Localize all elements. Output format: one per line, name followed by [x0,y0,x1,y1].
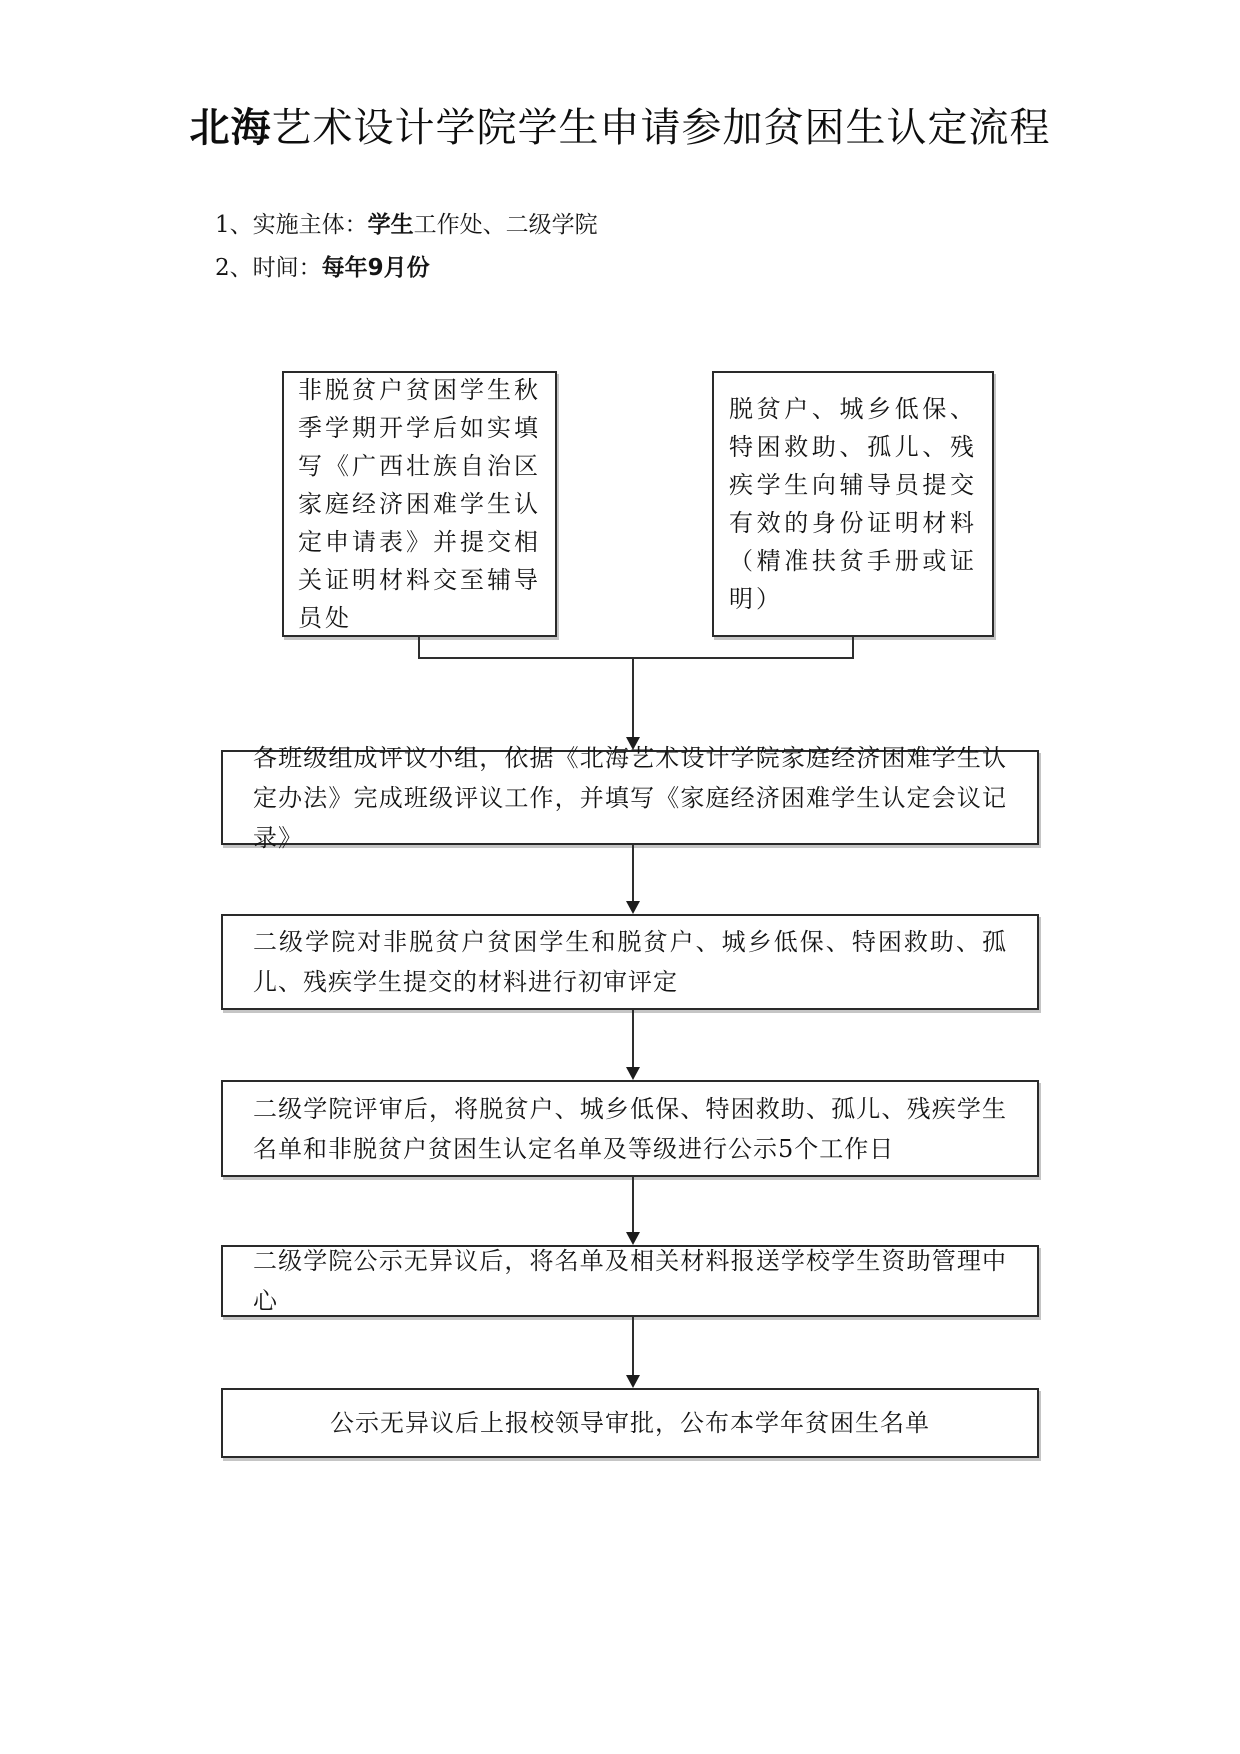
note-prefix: 2、时间： [215,255,322,281]
flow-box-text: 非脱贫户贫困学生秋季学期开学后如实填写《广西壮族自治区家庭经济困难学生认定申请表》并提交相关证明材料交至辅导员处 [298,376,541,632]
page-title [0,100,1240,156]
arrow-head-icon [626,901,640,914]
flow-box-text: 二级学院评审后，将脱贫户、城乡低保、特困救助、孤儿、残疾学生名单和非脱贫户贫困生认定名单及等级进行公示5个工作日 [253,1094,1007,1163]
flow-box-publicity-period [221,1080,1039,1177]
connector-stub-left [418,637,420,659]
note-bold-segment: 学生 [367,212,414,238]
flow-box-college-initial-review [221,914,1039,1010]
connector-join-line [418,657,854,659]
flow-box-text: 二级学院对非脱贫户贫困学生和脱贫户、城乡低保、特困救助、孤儿、残疾学生提交的材料进行初审评定 [253,928,1007,996]
flow-box-class-review [221,743,1039,852]
note-suffix: 工作处、二级学院 [413,212,598,238]
connector-stub-right [852,637,854,659]
page-title-bold-segment: 北海 [189,105,272,151]
note-bold-segment: 每年9月份 [321,255,430,281]
flow-box-text: 公示无异议后上报校领导审批，公布本学年贫困生名单 [330,1409,930,1437]
flow-box-leader-approval-announcement [221,1388,1039,1458]
note-prefix: 1、实施主体： [215,212,368,238]
arrow-line [632,657,634,738]
arrow-line [632,1010,634,1069]
flow-box-non-poverty-students [282,371,557,637]
arrow-head-icon [626,1067,640,1080]
flow-box-text: 二级学院公示无异议后，将名单及相关材料报送学校学生资助管理中心 [253,1247,1007,1315]
arrow-line [632,845,634,903]
flow-box-text: 脱贫户、城乡低保、特困救助、孤儿、残疾学生向辅导员提交有效的身份证明材料（精准扶贫手册或证明） [729,395,977,613]
arrow-line [632,1177,634,1234]
notes-list [215,204,598,290]
arrow-line [632,1317,634,1377]
flow-box-submit-to-aid-center [221,1245,1039,1317]
flow-box-text: 各班级组成评议小组，依据《北海艺术设计学院家庭经济困难学生认定办法》完成班级评议工作，并填写《家庭经济困难学生认定会议记录》 [253,743,1007,852]
note-item-time [215,247,598,290]
note-item-implementer [215,204,598,247]
flow-box-poverty-relief-students [712,371,994,637]
page-title-rest-segment: 艺术设计学院学生申请参加贫困生认定流程 [271,105,1051,151]
arrow-head-icon [626,1375,640,1388]
